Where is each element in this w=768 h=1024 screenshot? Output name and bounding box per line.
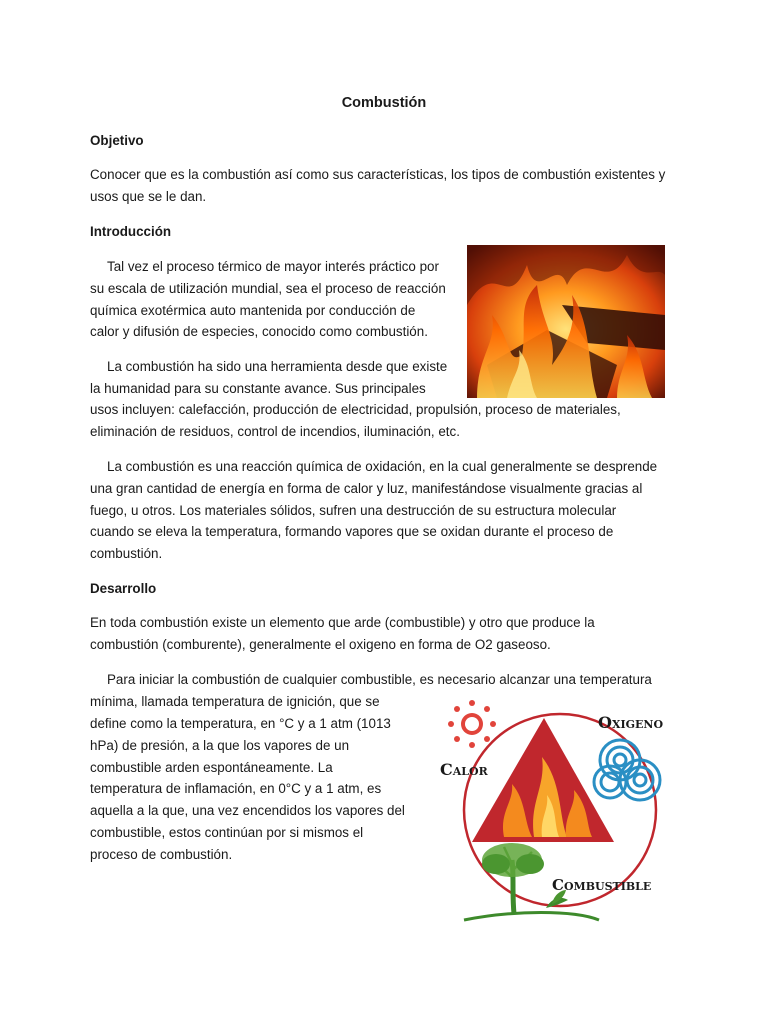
calor-label: Calor	[440, 760, 488, 779]
intro-p3-line: fuego, u otros. Los materiales sólidos, sufren una destrucción de su estructura molecular	[90, 503, 617, 518]
intro-p1-line: su escala de utilización mundial, sea el proceso de reacción	[90, 281, 446, 296]
sun-icon	[448, 700, 496, 748]
intro-p1-line: calor y difusión de especies, conocido como combustión.	[90, 324, 428, 339]
combustible-label: Combustible	[552, 876, 652, 894]
desarrollo-p2-line: combustible arden espontáneamente. La	[90, 760, 333, 775]
intro-p3-line: cuando se eleva la temperatura, formando vapores que se oxidan durante el proceso de	[90, 524, 614, 539]
desarrollo-p2-line: aquella a la que, una vez encendidos los vapores del	[90, 803, 405, 818]
desarrollo-p1-line: combustión (comburente), generalmente el oxigeno en forma de O2 gaseoso.	[90, 637, 551, 652]
desarrollo-p2-line: define como la temperatura, en °C y a 1 atm (1013	[90, 716, 391, 731]
introduccion-heading: Introducción	[90, 224, 172, 239]
intro-p3-line: La combustión es una reacción química de oxidación, en la cual generalmente se desprende	[107, 459, 658, 474]
fire-photo	[467, 245, 665, 398]
desarrollo-p2-line: combustible, estos continúan por si mismos el	[90, 825, 364, 840]
desarrollo-p2-line: temperatura de inflamación, en 0°C y a 1 atm, es	[90, 781, 382, 796]
oxigeno-label: Oxigeno	[598, 713, 664, 732]
objetivo-line: Conocer que es la combustión así como sus características, los tipos de combustión existentes y	[90, 167, 666, 182]
desarrollo-p2-line: Para iniciar la combustión de cualquier combustible, es necesario alcanzar una temperatura	[107, 672, 652, 687]
intro-p3-line: combustión.	[90, 546, 163, 561]
fire-triangle-diagram	[434, 692, 686, 928]
desarrollo-heading: Desarrollo	[90, 581, 157, 596]
objetivo-line: usos que se le dan.	[90, 189, 207, 204]
intro-p3-line: una gran cantidad de energía en forma de calor y luz, manifestándose visualmente gracias al	[90, 481, 643, 496]
desarrollo-p2-line: hPa) de presión, a la que los vapores de un	[90, 738, 350, 753]
intro-p1-line: química exotérmica auto mantenida por conducción de	[90, 303, 416, 318]
intro-p2-line: la humanidad para su constante avance. Sus principales	[90, 381, 426, 396]
intro-p1-line: Tal vez el proceso térmico de mayor interés práctico por	[107, 259, 439, 274]
intro-p2-line: La combustión ha sido una herramienta desde que existe	[107, 359, 448, 374]
document-title: Combustión	[341, 95, 427, 111]
desarrollo-p2-line: proceso de combustión.	[90, 847, 233, 862]
oxygen-swirl-icon	[594, 740, 660, 800]
desarrollo-p2-line: mínima, llamada temperatura de ignición, que se	[90, 694, 380, 709]
desarrollo-p1-line: En toda combustión existe un elemento que arde (combustible) y otro que produce la	[90, 615, 595, 630]
intro-p2-line: usos incluyen: calefacción, producción de electricidad, propulsión, proceso de materiales,	[90, 402, 621, 417]
objetivo-heading: Objetivo	[90, 133, 144, 148]
intro-p2-line: eliminación de residuos, control de incendios, iluminación, etc.	[90, 424, 460, 439]
